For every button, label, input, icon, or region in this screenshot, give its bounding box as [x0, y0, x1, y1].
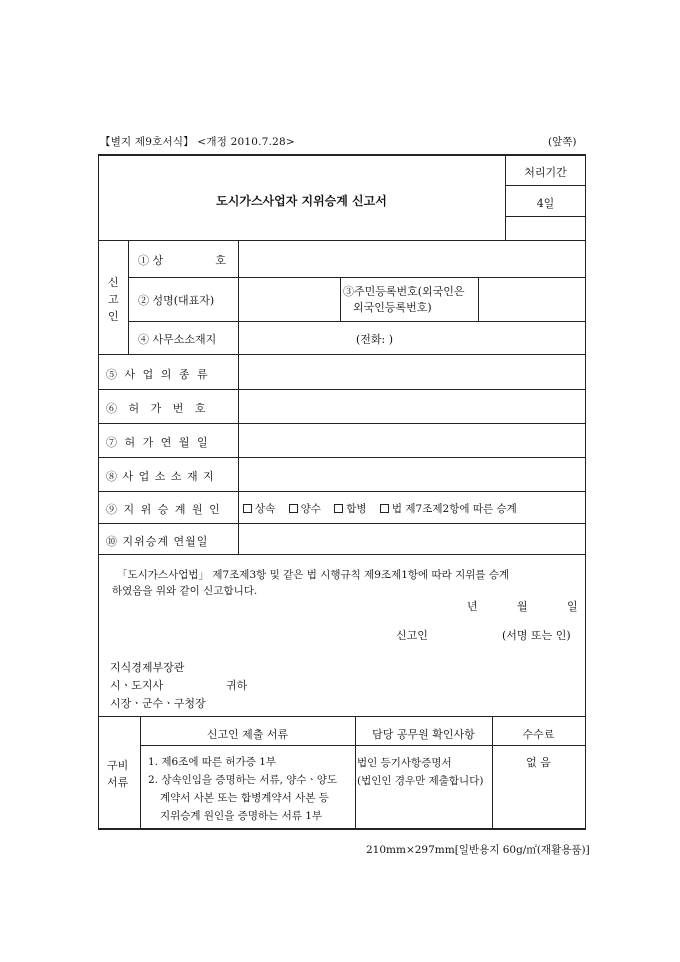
checkbox-icon[interactable] — [243, 504, 252, 513]
signature-note: (서명 또는 인) — [502, 629, 571, 642]
paper-spec: 210mm×297mm[일반용지 60g/㎡(재활용품)] — [366, 844, 590, 856]
statement-line-2: 하였음을 위와 같이 신고합니다. — [112, 585, 258, 597]
processing-period-label: 처리기간 — [524, 166, 567, 179]
fee-value: 없 음 — [526, 756, 551, 769]
succession-cause-label: ⑨ 지 위 승 계 원 인 — [106, 503, 222, 516]
reporter-sign-label: 신고인 — [396, 629, 428, 642]
row-line — [128, 321, 586, 322]
documents-header-line — [140, 745, 586, 746]
documents-col-official: 담당 공무원 확인사항 — [372, 728, 475, 741]
row-line — [98, 523, 586, 524]
date-year: 년 — [467, 600, 478, 613]
rrn-label-divider — [340, 277, 341, 322]
option-merger[interactable]: 합병 — [334, 503, 366, 515]
reporter-group-label: 신 고 인 — [108, 276, 119, 323]
succession-options — [243, 501, 517, 516]
recipient-suffix: 귀하 — [226, 679, 248, 692]
frame-top-border — [98, 154, 586, 156]
date-day: 일 — [567, 600, 578, 613]
documents-col-submitted: 신고인 제출 서류 — [206, 728, 289, 741]
label-column-divider — [238, 240, 239, 554]
official-check-items: 법인 등기사항증명서 (법인인 경우만 제출합니다) — [357, 757, 484, 787]
documents-side-label: 구비 서류 — [107, 759, 129, 789]
checkbox-icon[interactable] — [289, 504, 298, 513]
frame-bottom-border — [98, 828, 586, 830]
checkbox-icon[interactable] — [334, 504, 343, 513]
succession-date-label: ⑩ 지위승계 연월일 — [106, 535, 209, 548]
row-line — [128, 277, 586, 278]
row-line — [98, 423, 586, 424]
rrn-value-divider — [478, 277, 479, 322]
date-month: 월 — [517, 600, 528, 613]
representative-name-label: ② 성명(대표자) — [138, 294, 215, 307]
office-address-label: ④ 사무소소재지 — [138, 333, 217, 346]
permit-date-label: ⑦ 허 가 연 월 일 — [106, 436, 210, 449]
document-item-2: 2. 상속인임을 증명하는 서류, 양수ㆍ양도 계약서 사본 또는 합병계약서 사본 등 지위승계 원인을 증명하는 서류 1부 — [148, 774, 337, 822]
form-number: 【별지 제9호서식】 <개정 2010.7.28> — [100, 136, 295, 148]
title-divider — [98, 240, 586, 241]
row-line — [98, 491, 586, 492]
documents-col-fee: 수수료 — [522, 728, 555, 741]
option-transfer[interactable]: 양수 — [289, 503, 321, 515]
recipient-minister: 지식경제부장관 — [110, 661, 185, 674]
processing-row-line — [505, 185, 586, 186]
business-type-label: ⑤ 사 업 의 종 류 — [106, 368, 210, 381]
processing-row-line — [505, 216, 586, 217]
phone-field: (전화: ) — [356, 333, 394, 346]
trade-name-label: ① 상 호 — [138, 254, 226, 267]
recipient-mayor: 시장ㆍ군수ㆍ구청장 — [110, 697, 206, 710]
row-line — [98, 354, 586, 355]
permit-number-label: ⑥ 허 가 번 호 — [106, 402, 210, 415]
processing-period-value: 4일 — [536, 197, 555, 210]
row-line — [98, 457, 586, 458]
recipient-governor: 시ㆍ도지사 — [110, 679, 164, 692]
business-location-label: ⑧ 사 업 소 소 재 지 — [106, 470, 215, 483]
option-article7[interactable]: 법 제7조제2항에 따른 승계 — [380, 503, 517, 515]
page-side-label: (앞쪽) — [548, 136, 577, 148]
reporter-group-divider — [128, 240, 129, 354]
option-inheritance[interactable]: 상속 — [243, 503, 275, 515]
row-line — [98, 389, 586, 390]
row-line — [98, 554, 586, 555]
resident-number-label: ③주민등록번호(외국인은 외국인등록번호) — [343, 285, 465, 314]
form-title: 도시가스사업자 지위승계 신고서 — [216, 194, 387, 208]
checkbox-icon[interactable] — [380, 504, 389, 513]
statement-line-1: 「도시가스사업법」 제7조제3항 및 같은 법 시행규칙 제9조제1항에 따라 지위를 승계 — [117, 569, 510, 581]
documents-top-line — [98, 716, 586, 717]
document-item-1: 1. 제6조에 따른 허가증 1부 — [148, 756, 277, 768]
